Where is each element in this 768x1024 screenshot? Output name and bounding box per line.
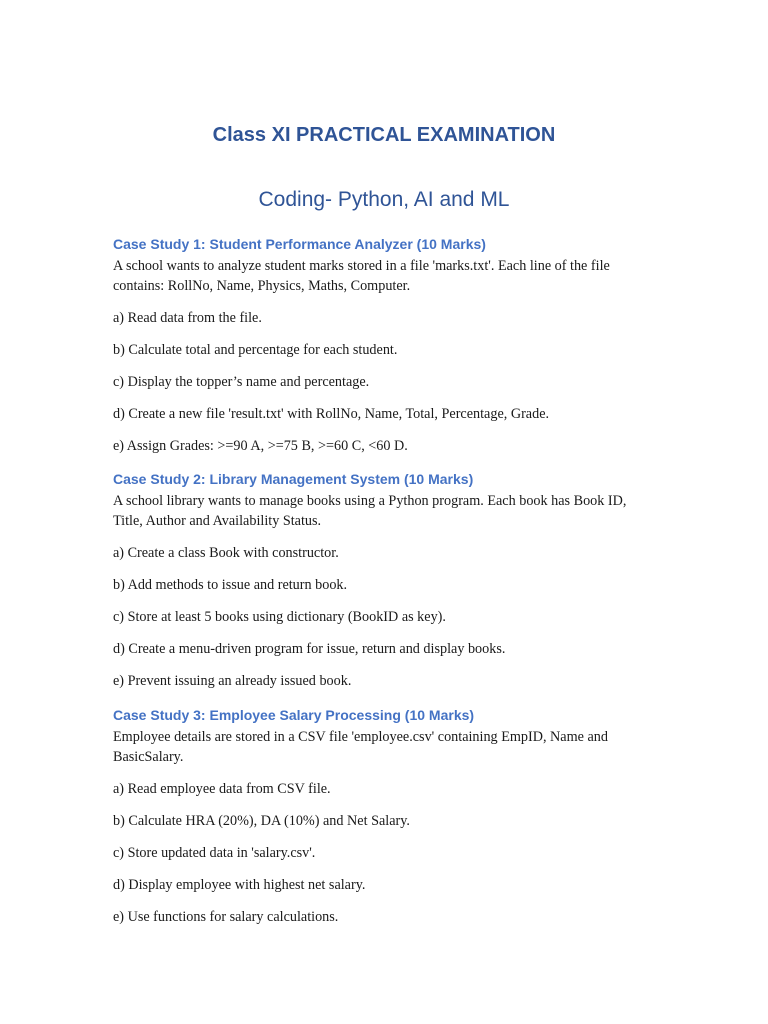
case-study-intro: A school wants to analyze student marks stored in a file 'marks.txt'. Each line of the file contains: RollNo, Name, Physics, Maths, Computer. — [113, 258, 610, 294]
case-study-item: b) Calculate HRA (20%), DA (10%) and Net Salary. — [113, 813, 410, 829]
case-study-item: e) Use functions for salary calculations. — [113, 909, 339, 925]
case-study-3 — [113, 705, 653, 927]
case-study-item: b) Add methods to issue and return book. — [113, 577, 348, 593]
case-study-item: e) Prevent issuing an already issued book. — [113, 673, 352, 689]
case-study-2 — [113, 469, 653, 691]
case-study-item: a) Create a class Book with constructor. — [113, 545, 339, 561]
case-study-item: a) Read employee data from CSV file. — [113, 781, 331, 797]
case-study-item: c) Store updated data in 'salary.csv'. — [113, 845, 316, 861]
case-study-item: d) Create a menu-driven program for issue, return and display books. — [113, 641, 506, 657]
case-study-item: b) Calculate total and percentage for each student. — [113, 342, 398, 358]
case-study-heading: Case Study 3: Employee Salary Processing (10 Marks) — [113, 707, 475, 723]
case-study-heading: Case Study 2: Library Management System (10 Marks) — [113, 471, 474, 487]
page-subtitle: Coding- Python, AI and ML — [258, 188, 510, 211]
case-study-item: c) Display the topper’s name and percentage. — [113, 374, 370, 390]
case-study-item: c) Store at least 5 books using dictionary (BookID as key). — [113, 609, 446, 625]
case-study-item: d) Create a new file 'result.txt' with RollNo, Name, Total, Percentage, Grade. — [113, 406, 550, 422]
page-title: Class XI PRACTICAL EXAMINATION — [212, 124, 556, 146]
case-study-intro: A school library wants to manage books using a Python program. Each book has Book ID, Title, Author and Availability Status. — [113, 493, 627, 529]
case-study-item: d) Display employee with highest net salary. — [113, 877, 366, 893]
case-study-1 — [113, 234, 653, 456]
case-study-heading: Case Study 1: Student Performance Analyzer (10 Marks) — [113, 236, 486, 252]
case-study-item: a) Read data from the file. — [113, 310, 262, 326]
case-study-item: e) Assign Grades: >=90 A, >=75 B, >=60 C, <60 D. — [113, 438, 408, 454]
case-study-intro: Employee details are stored in a CSV file 'employee.csv' containing EmpID, Name and BasicSalary. — [113, 729, 608, 765]
